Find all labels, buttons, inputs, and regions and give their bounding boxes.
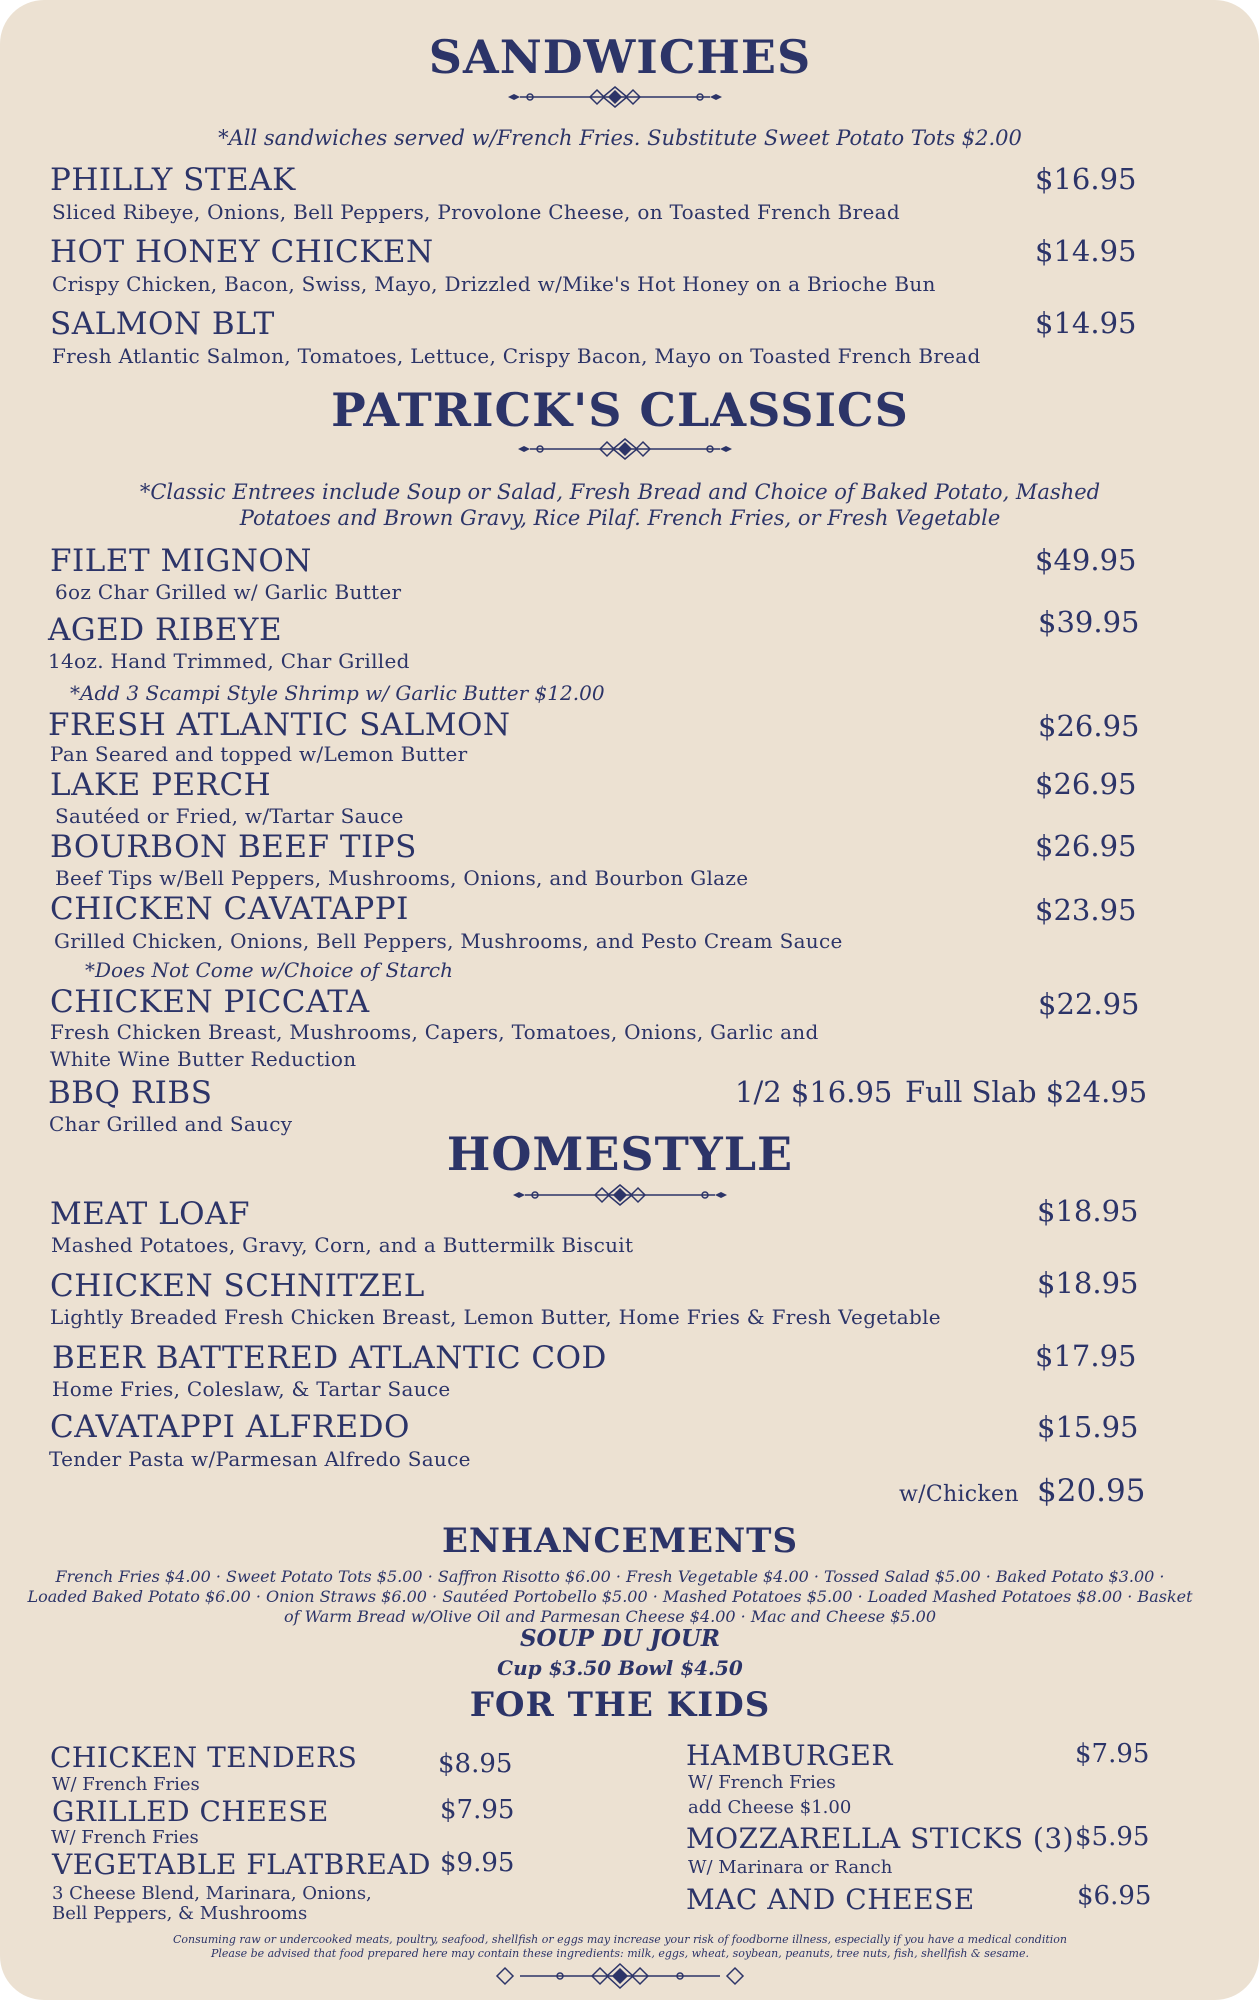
classics-heading: PATRICK'S CLASSICS: [331, 383, 909, 437]
item-price: $49.95: [1035, 543, 1137, 577]
kids-item-desc: W/ French Fries: [52, 1774, 200, 1795]
item-name: CHICKEN SCHNITZEL: [50, 1268, 425, 1304]
item-name: MEAT LOAF: [50, 1196, 250, 1232]
item-price: $18.95: [1037, 1266, 1139, 1300]
item-description: Home Fries, Coleslaw, & Tartar Sauce: [52, 1377, 451, 1401]
item-description: Beef Tips w/Bell Peppers, Mushrooms, Onions, and Bourbon Glaze: [55, 866, 749, 890]
item-price-half: 1/2 $16.95: [735, 1075, 893, 1109]
item-price: $23.95: [1035, 893, 1137, 927]
kids-item-name: GRILLED CHEESE: [52, 1795, 329, 1828]
kids-item-price: $5.95: [1075, 1822, 1150, 1852]
allergy-disclaimer: Consuming raw or undercooked meats, poultry, seafood, shellfish or eggs may increase your risk of foodborne illness, especially if you have a medical condition: [172, 1933, 1067, 1946]
item-name: FILET MIGNON: [50, 543, 312, 579]
item-price: $26.95: [1035, 767, 1137, 801]
enhancements-line: Loaded Baked Potato $6.00 · Onion Straws $6.00 · Sautéed Portobello $5.00 · Mashed Potatoes $5.00 · Loaded Mashed Potatoes $8.00 · Basket: [27, 1587, 1193, 1606]
ornamental-divider-icon: [500, 84, 730, 110]
kids-item-price: $9.95: [440, 1848, 515, 1878]
item-price: $22.95: [1038, 987, 1140, 1021]
item-price: $39.95: [1038, 605, 1140, 639]
kids-item-name: MAC AND CHEESE: [686, 1883, 975, 1916]
enhancements-line: French Fries $4.00 · Sweet Potato Tots $5.00 · Saffron Risotto $6.00 · Fresh Vegetable $4.00 · Tossed Salad $5.00 · Baked Potato $3.00 ·: [55, 1567, 1165, 1586]
kids-item-price: $7.95: [1075, 1739, 1150, 1769]
item-price: $16.95: [1035, 162, 1137, 196]
item-name: LAKE PERCH: [50, 767, 272, 803]
kids-item-name: VEGETABLE FLATBREAD: [52, 1848, 431, 1881]
item-note: *Add 3 Scampi Style Shrimp w/ Garlic Butter $12.00: [70, 681, 605, 705]
item-price: $15.95: [1037, 1410, 1139, 1444]
item-description: White Wine Butter Reduction: [50, 1047, 357, 1071]
item-description: 6oz Char Grilled w/ Garlic Butter: [55, 580, 402, 604]
kids-item-price: $8.95: [438, 1749, 513, 1779]
item-description: Sliced Ribeye, Onions, Bell Peppers, Provolone Cheese, on Toasted French Bread: [52, 200, 900, 224]
item-name: AGED RIBEYE: [48, 612, 283, 648]
kids-item-name: CHICKEN TENDERS: [50, 1741, 358, 1774]
kids-item-desc: W/ Marinara or Ranch: [688, 1857, 893, 1878]
item-description: Fresh Chicken Breast, Mushrooms, Capers, Tomatoes, Onions, Garlic and: [50, 1020, 819, 1044]
ornamental-divider-icon: [510, 436, 740, 462]
item-name: BOURBON BEEF TIPS: [50, 829, 417, 865]
classics-note: *Classic Entrees include Soup or Salad, Fresh Bread and Choice of Baked Potato, Mashed: [139, 480, 1101, 504]
item-description: Mashed Potatoes, Gravy, Corn, and a Buttermilk Biscuit: [51, 1233, 634, 1257]
item-name: CHICKEN CAVATAPPI: [50, 891, 409, 927]
item-name: CHICKEN PICCATA: [50, 984, 370, 1020]
item-name: FRESH ATLANTIC SALMON: [48, 707, 511, 743]
item-description: Grilled Chicken, Onions, Bell Peppers, Mushrooms, and Pesto Cream Sauce: [54, 929, 843, 953]
item-description: Pan Seared and topped w/Lemon Butter: [50, 742, 468, 766]
classics-note: Potatoes and Brown Gravy, Rice Pilaf. French Fries, or Fresh Vegetable: [239, 506, 1001, 530]
item-description: Lightly Breaded Fresh Chicken Breast, Lemon Butter, Home Fries & Fresh Vegetable: [50, 1305, 941, 1329]
ornamental-divider-icon: [505, 1182, 735, 1208]
enhancements-heading: ENHANCEMENTS: [441, 1521, 799, 1561]
item-description: 14oz. Hand Trimmed, Char Grilled: [48, 649, 410, 673]
allergy-disclaimer: Please be advised that food prepared here may contain these ingredients: milk, eggs, wheat, soybean, peanuts, tree nuts, fish, shellfish & sesame.: [210, 1947, 1029, 1960]
addon-price: $20.95: [1037, 1473, 1146, 1509]
kids-item-desc: 3 Cheese Blend, Marinara, Onions,: [52, 1883, 372, 1904]
item-price: $14.95: [1035, 306, 1137, 340]
item-name: CAVATAPPI ALFREDO: [50, 1409, 410, 1445]
item-description: Char Grilled and Saucy: [49, 1112, 293, 1136]
item-price: $17.95: [1035, 1339, 1137, 1373]
item-price: $26.95: [1038, 709, 1140, 743]
sandwiches-heading: SANDWICHES: [428, 30, 812, 84]
ornamental-divider-icon: [490, 1961, 750, 1991]
item-description: Fresh Atlantic Salmon, Tomatoes, Lettuce, Crispy Bacon, Mayo on Toasted French Bread: [52, 344, 981, 368]
item-note: *Does Not Come w/Choice of Starch: [85, 958, 453, 982]
kids-heading: FOR THE KIDS: [469, 1685, 771, 1725]
kids-item-desc: add Cheese $1.00: [688, 1797, 852, 1818]
item-name: BBQ RIBS: [48, 1075, 213, 1111]
item-description: Sautéed or Fried, w/Tartar Sauce: [55, 804, 404, 828]
kids-item-desc: W/ French Fries: [51, 1827, 199, 1848]
kids-item-desc: Bell Peppers, & Mushrooms: [52, 1903, 308, 1924]
item-name: HOT HONEY CHICKEN: [50, 234, 434, 270]
item-description: Crispy Chicken, Bacon, Swiss, Mayo, Drizzled w/Mike's Hot Honey on a Brioche Bun: [52, 272, 936, 296]
addon-label: w/Chicken: [899, 1482, 1019, 1507]
kids-item-desc: W/ French Fries: [688, 1772, 836, 1793]
item-name: SALMON BLT: [50, 306, 275, 342]
kids-item-name: MOZZARELLA STICKS (3): [686, 1822, 1075, 1855]
item-price: $14.95: [1035, 234, 1137, 268]
item-price: $26.95: [1035, 829, 1137, 863]
kids-item-name: HAMBURGER: [686, 1739, 893, 1772]
homestyle-heading: HOMESTYLE: [446, 1127, 794, 1181]
soup-prices: Cup $3.50 Bowl $4.50: [497, 1656, 743, 1680]
kids-item-price: $7.95: [440, 1795, 515, 1825]
item-name: PHILLY STEAK: [50, 162, 296, 198]
item-description: Tender Pasta w/Parmesan Alfredo Sauce: [49, 1447, 471, 1471]
item-price: $18.95: [1037, 1194, 1139, 1228]
sandwiches-note: *All sandwiches served w/French Fries. Substitute Sweet Potato Tots $2.00: [218, 126, 1022, 150]
kids-item-price: $6.95: [1077, 1881, 1152, 1911]
enhancements-line: of Warm Bread w/Olive Oil and Parmesan Cheese $4.00 · Mac and Cheese $5.00: [283, 1607, 937, 1626]
item-price-full: Full Slab $24.95: [905, 1075, 1148, 1109]
item-name: BEER BATTERED ATLANTIC COD: [52, 1340, 607, 1376]
soup-title: SOUP DU JOUR: [519, 1625, 721, 1652]
